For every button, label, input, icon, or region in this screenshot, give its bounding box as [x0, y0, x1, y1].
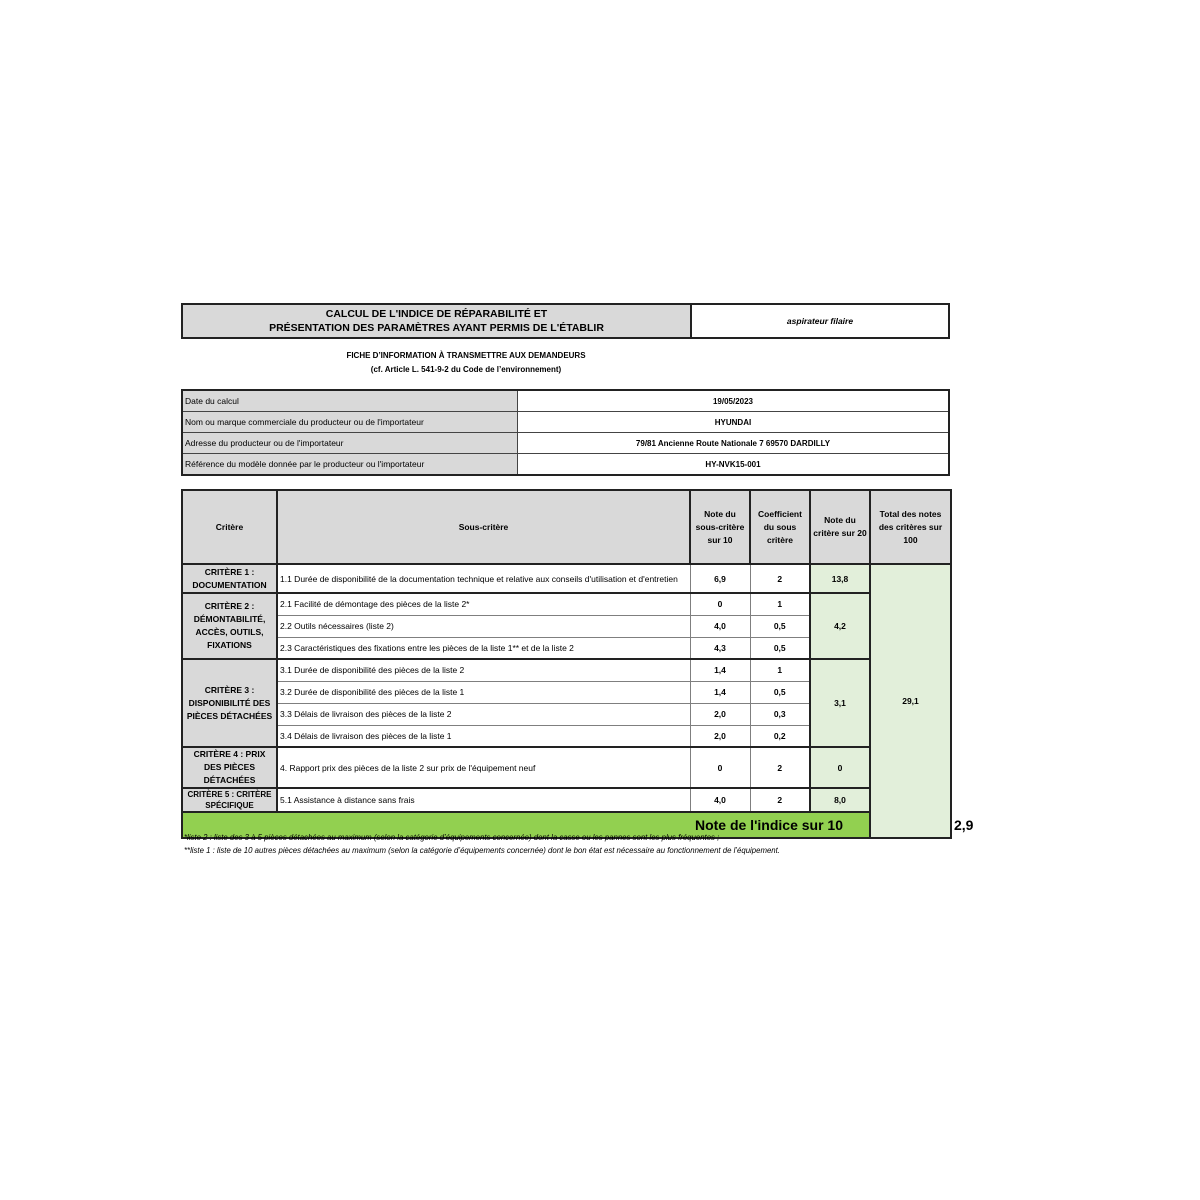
- info-row-brand: [182, 412, 949, 433]
- info-row-address: [182, 433, 949, 454]
- info-row-date: [182, 390, 949, 412]
- col-header-coef: Coefficient du sous critère: [750, 490, 810, 564]
- criterion-3-name: CRITÈRE 3 : DISPONIBILITÉ DES PIÈCES DÉTACHÉES: [182, 659, 277, 747]
- info-label: Référence du modèle donnée par le producteur ou l'importateur: [182, 454, 518, 476]
- subcriterion-coef: 0,5: [750, 681, 810, 703]
- info-label: Adresse du producteur ou de l'importateur: [182, 433, 518, 454]
- info-value: HY-NVK15-001: [518, 454, 950, 476]
- subcriterion-note: 1,4: [690, 659, 750, 681]
- subcriterion-note: 1,4: [690, 681, 750, 703]
- info-value: HYUNDAI: [518, 412, 950, 433]
- info-label: Date du calcul: [182, 390, 518, 412]
- subcriterion-coef: 1: [750, 593, 810, 615]
- subcriterion-label: 3.3 Délais de livraison des pièces de la liste 2: [277, 703, 690, 725]
- subcriterion-coef: 2: [750, 747, 810, 788]
- subcriterion-label: 2.2 Outils nécessaires (liste 2): [277, 615, 690, 637]
- criterion-1-score: 13,8: [810, 564, 870, 593]
- criterion-5-score: 8,0: [810, 788, 870, 812]
- table-row: [182, 788, 951, 812]
- fiche-line-1: FICHE D’INFORMATION À TRANSMETTRE AUX DEMANDEURS: [346, 351, 586, 360]
- header-block: [181, 303, 950, 339]
- col-header-total: Total des notes des critères sur 100: [870, 490, 951, 564]
- footnote-liste-2: *liste 2 : liste des 3 à 5 pièces détachées au maximum (selon la catégorie d’équipements concernée) dont la casse ou les pannes sont les plus fréquentes ;: [184, 833, 720, 842]
- subcriterion-note: 6,9: [690, 564, 750, 593]
- table-row: [182, 564, 951, 593]
- table-row: [182, 593, 951, 615]
- info-row-reference: [182, 454, 949, 476]
- subcriterion-coef: 0,2: [750, 725, 810, 747]
- criterion-2-name: CRITÈRE 2 : DÉMONTABILITÉ, ACCÈS, OUTILS, FIXATIONS: [182, 593, 277, 659]
- fiche-subtitle: [181, 349, 751, 377]
- title-line-1: CALCUL DE L'INDICE DE RÉPARABILITÉ ET: [325, 308, 548, 320]
- subcriterion-label: 3.4 Délais de livraison des pièces de la liste 1: [277, 725, 690, 747]
- product-category: aspirateur filaire: [786, 316, 854, 326]
- title-line-2: PRÉSENTATION DES PARAMÈTRES AYANT PERMIS DE L'ÉTABLIR: [269, 322, 604, 334]
- document-title: [183, 305, 692, 337]
- info-label: Nom ou marque commerciale du producteur ou de l'importateur: [182, 412, 518, 433]
- subcriterion-note: 2,0: [690, 703, 750, 725]
- subcriterion-note: 4,0: [690, 788, 750, 812]
- total-score-100: 29,1: [870, 564, 951, 838]
- subcriterion-label: 2.3 Caractéristiques des fixations entre les pièces de la liste 1** et de la liste 2: [277, 637, 690, 659]
- criterion-5-name: CRITÈRE 5 : CRITÈRE SPÉCIFIQUE: [182, 788, 277, 812]
- fiche-line-2: (cf. Article L. 541-9-2 du Code de l’environnement): [370, 365, 562, 374]
- subcriterion-note: 4,3: [690, 637, 750, 659]
- final-score-label: Note de l'indice sur 10: [182, 812, 870, 838]
- subcriterion-label: 2.1 Facilité de démontage des pièces de la liste 2*: [277, 593, 690, 615]
- table-header-row: [182, 490, 951, 564]
- subcriterion-coef: 2: [750, 564, 810, 593]
- criterion-4-score: 0: [810, 747, 870, 788]
- subcriterion-coef: 1: [750, 659, 810, 681]
- col-header-critere: Critère: [182, 490, 277, 564]
- table-row: [182, 747, 951, 788]
- subcriterion-coef: 0,3: [750, 703, 810, 725]
- criterion-4-name: CRITÈRE 4 : PRIX DES PIÈCES DÉTACHÉES: [182, 747, 277, 788]
- criterion-1-name: CRITÈRE 1 : DOCUMENTATION: [182, 564, 277, 593]
- subcriterion-note: 2,0: [690, 725, 750, 747]
- info-value: 19/05/2023: [518, 390, 950, 412]
- subcriterion-label: 4. Rapport prix des pièces de la liste 2 sur prix de l'équipement neuf: [277, 747, 690, 788]
- scoring-table: [181, 489, 974, 839]
- criterion-3-score: 3,1: [810, 659, 870, 747]
- footnote-liste-1: **liste 1 : liste de 10 autres pièces détachées au maximum (selon la catégorie d’équipements concernée) dont le bon état est nécessaire au fonctionnement de l’équipement.: [184, 846, 780, 855]
- table-row: [182, 659, 951, 681]
- subcriterion-label: 3.2 Durée de disponibilité des pièces de la liste 1: [277, 681, 690, 703]
- col-header-sous-critere: Sous-critère: [277, 490, 690, 564]
- subcriterion-note: 0: [690, 747, 750, 788]
- subcriterion-label: 5.1 Assistance à distance sans frais: [277, 788, 690, 812]
- col-header-note-critere: Note du critère sur 20: [810, 490, 870, 564]
- info-value: 79/81 Ancienne Route Nationale 7 69570 DARDILLY: [518, 433, 950, 454]
- subcriterion-label: 1.1 Durée de disponibilité de la documentation technique et relative aux conseils d'utilisation et d'entretien: [277, 564, 690, 593]
- footnotes: [184, 831, 780, 857]
- criterion-2-score: 4,2: [810, 593, 870, 659]
- subcriterion-coef: 0,5: [750, 637, 810, 659]
- subcriterion-coef: 2: [750, 788, 810, 812]
- subcriterion-coef: 0,5: [750, 615, 810, 637]
- subcriterion-label: 3.1 Durée de disponibilité des pièces de la liste 2: [277, 659, 690, 681]
- final-score-row: Note de l'indice sur 10 2,9: [182, 812, 951, 838]
- info-table: [181, 389, 950, 476]
- col-header-note-sous: Note du sous-critère sur 10: [690, 490, 750, 564]
- subcriterion-note: 4,0: [690, 615, 750, 637]
- subcriterion-note: 0: [690, 593, 750, 615]
